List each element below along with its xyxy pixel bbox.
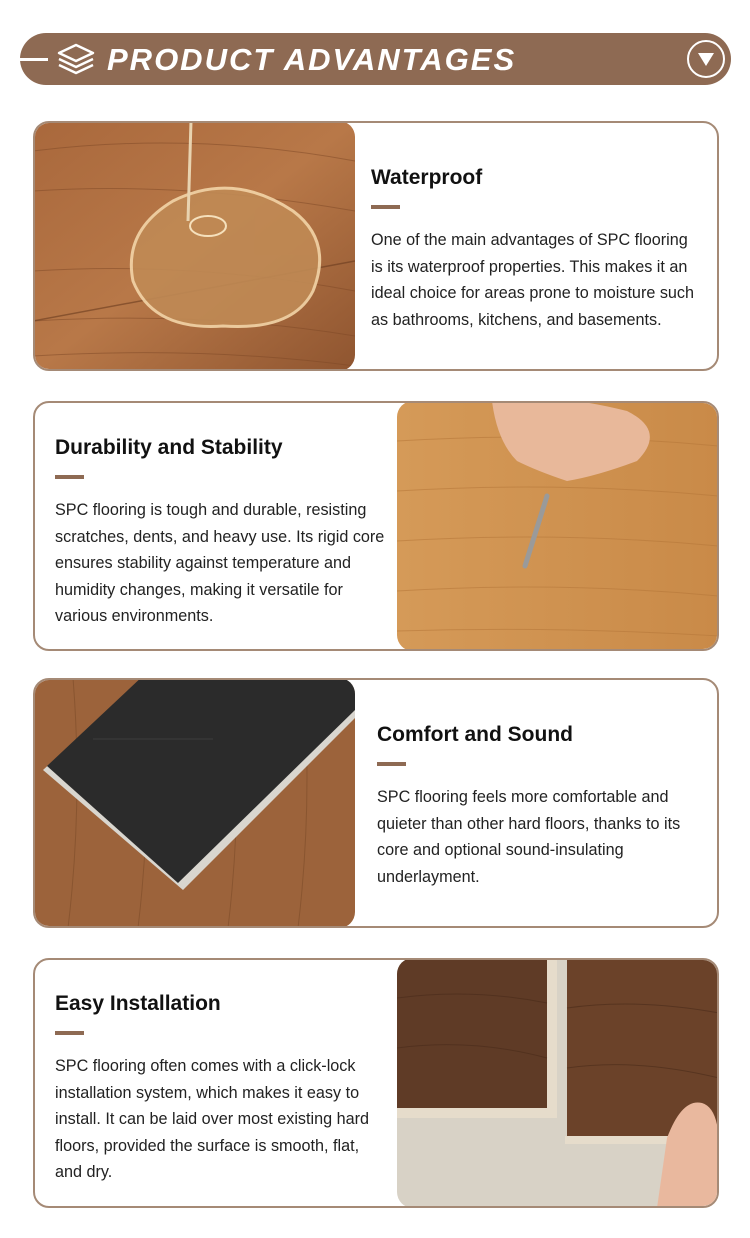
title-underline [55,1031,84,1035]
feature-title: Durability and Stability [55,436,283,459]
title-underline [371,205,400,209]
section-header [20,33,731,85]
feature-card-durability [33,401,719,651]
scroll-down-button[interactable] [687,40,725,78]
comfort-photo [33,678,355,928]
title-underline [55,475,84,479]
feature-text [55,991,390,1186]
page-title: PRODUCT ADVANTAGES [107,42,517,77]
feature-description: SPC flooring is tough and durable, resisting scratches, dents, and heavy use. Its rigid core ensures stability against temperature and humidity changes, making it versatile for various environments. [55,501,385,625]
feature-title: Easy Installation [55,992,221,1015]
installation-photo [397,958,719,1208]
durability-photo [397,401,719,651]
layers-icon [56,41,96,77]
feature-card-installation [33,958,719,1208]
feature-card-waterproof [33,121,719,371]
feature-description: SPC flooring often comes with a click-lock installation system, which makes it easy to install. It can be laid over most existing hard floors, provided the surface is smooth, flat, and dry. [55,1057,370,1181]
feature-card-comfort [33,678,719,928]
feature-title: Waterproof [371,166,483,189]
chevron-down-icon [697,51,715,67]
feature-text [371,165,701,333]
feature-description: SPC flooring feels more comfortable and quieter than other hard floors, thanks to its core and optional sound-insulating underlayment. [377,788,681,886]
title-underline [377,762,406,766]
feature-text [377,722,707,890]
feature-text [55,435,390,630]
waterproof-photo [33,121,355,371]
feature-description: One of the main advantages of SPC flooring is its waterproof properties. This makes it an ideal choice for areas prone to moisture such as bathrooms, kitchens, and basements. [371,231,695,329]
feature-title: Comfort and Sound [377,723,573,746]
header-dash [20,58,48,61]
